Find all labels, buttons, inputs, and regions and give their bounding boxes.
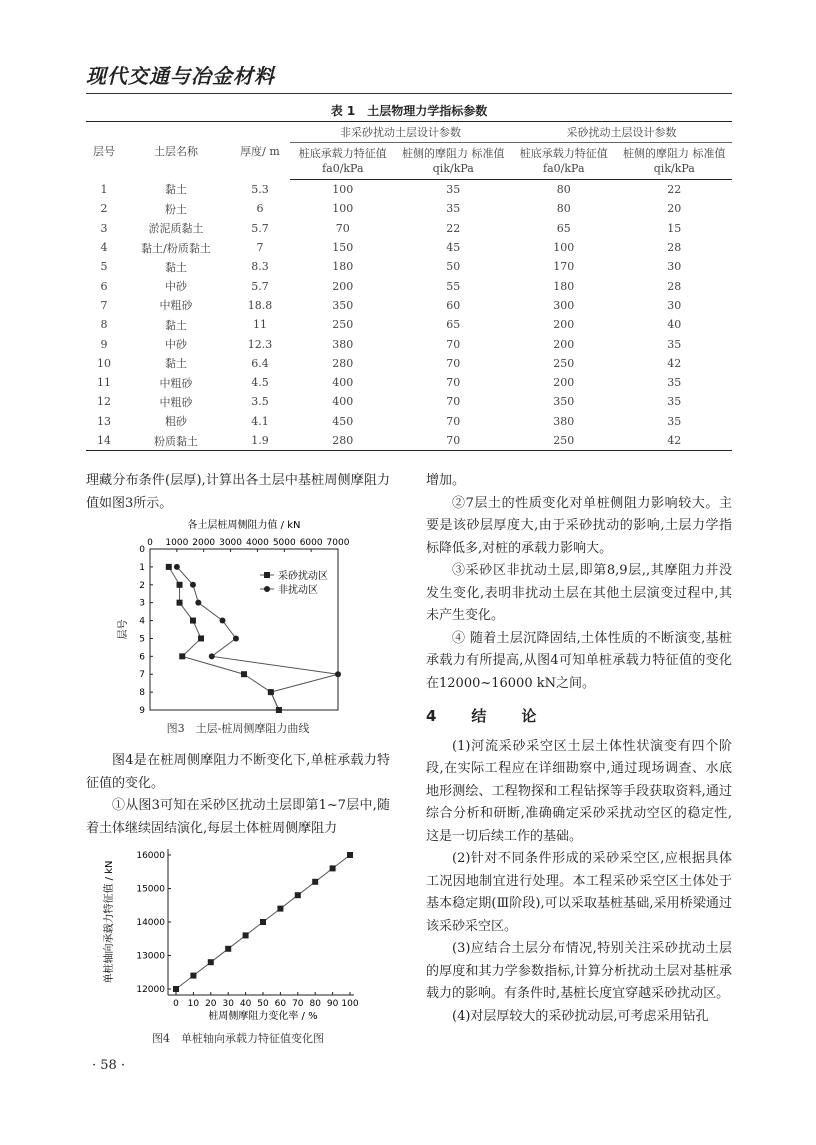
table-cell: 80 xyxy=(556,202,571,216)
table-cell: 中砂 xyxy=(165,338,187,352)
table-cell: 35 xyxy=(667,376,682,390)
table-cell: 中粗砂 xyxy=(159,395,193,409)
table-cell: 1.9 xyxy=(230,431,290,451)
table-cell: 6 xyxy=(256,202,264,216)
y-axis-label: 层号 xyxy=(118,619,129,640)
data-point-square xyxy=(177,582,183,588)
data-point-square xyxy=(208,959,214,965)
journal-logo: 现代交通与冶金材料 xyxy=(86,64,275,88)
table-cell: 5 xyxy=(100,260,108,274)
table-cell: 中粗砂 xyxy=(159,376,193,390)
table-cell: 5.3 xyxy=(251,182,269,196)
y-tick-label: 8 xyxy=(139,688,145,699)
table-cell: 150 xyxy=(332,241,354,255)
table-cell: 30 xyxy=(667,260,682,274)
table-cell: 粉土 xyxy=(165,202,187,216)
data-point-circle xyxy=(195,600,201,606)
header-layer: 层号 xyxy=(93,144,115,158)
table-row xyxy=(86,315,732,334)
table-cell: 380 xyxy=(332,337,354,351)
table-cell: 5.7 xyxy=(251,279,269,293)
table-cell: 80 xyxy=(556,183,571,197)
header-thickness: 厚度/ m xyxy=(240,144,280,158)
body-paragraph: ③采砂区非扰动土层,即第8,9层,,其摩阻力并没发生变化,表明非扰动土层在其他土层演变过程中,其未产生变化。 xyxy=(426,563,732,623)
y-tick-label: 2 xyxy=(139,580,145,591)
table-cell: 280 xyxy=(332,356,354,370)
table-cell: 70 xyxy=(396,431,511,451)
data-point-square xyxy=(190,618,196,624)
header-q-disturbed: 桩侧的摩阻力 标准值 qik/kPa xyxy=(617,143,732,180)
page-number: · 58 · xyxy=(92,1058,126,1073)
y-tick-label: 6 xyxy=(139,652,145,663)
table-cell: 35 xyxy=(667,414,682,428)
figure-3-chart xyxy=(116,518,366,718)
table-cell: 35 xyxy=(667,337,682,351)
data-point-square xyxy=(166,564,172,570)
table-cell: 8 xyxy=(100,318,108,332)
table-cell: 黏土 xyxy=(165,260,187,274)
table-cell: 18.8 xyxy=(247,298,273,312)
table-cell: 黏土 xyxy=(165,183,187,197)
data-point-square xyxy=(179,653,185,659)
table-cell: 400 xyxy=(332,376,354,390)
data-point-square xyxy=(264,572,270,578)
data-point-square xyxy=(198,635,204,641)
body-paragraph: 图4是在桩周侧摩阻力不断变化下,单桩承载力特征值的变化。 xyxy=(86,753,390,791)
data-point-square xyxy=(330,865,336,871)
table-cell: 42 xyxy=(667,356,682,370)
table-cell: 200 xyxy=(553,376,575,390)
table-cell: 4.1 xyxy=(251,414,269,428)
table-cell: 黏土 xyxy=(165,357,187,371)
table-row xyxy=(86,373,732,392)
x-tick-label: 70 xyxy=(292,999,304,1009)
table-cell: 70 xyxy=(446,414,461,428)
y-tick-label: 14000 xyxy=(136,918,165,928)
table-cell: 350 xyxy=(553,395,575,409)
data-point-square xyxy=(277,906,283,912)
conclusion-paragraph: (2)针对不同条件形成的采砂采空区,应根据具体工况因地制宜进行处理。本工程采砂采空区土体处于基本稳定期(Ⅲ阶段),可以采取基桩基础,采用桥梁通过该采砂采空区。 xyxy=(426,851,732,934)
table-row xyxy=(86,334,732,353)
right-column xyxy=(426,470,732,1028)
table-cell: 250 xyxy=(511,431,617,451)
table-cell: 70 xyxy=(446,337,461,351)
y-tick-label: 1 xyxy=(139,562,145,573)
left-column-top xyxy=(86,470,390,515)
data-point-square xyxy=(241,671,247,677)
table-row xyxy=(86,296,732,315)
table-cell: 35 xyxy=(446,202,461,216)
data-point-square xyxy=(295,892,301,898)
conclusion-paragraph: (4)对层厚较大的采砂扰动层,可考虑采用钻孔 xyxy=(452,1008,709,1024)
table-cell: 7 xyxy=(256,241,264,255)
table-cell: 100 xyxy=(553,241,575,255)
table-cell: 42 xyxy=(617,431,732,451)
table-cell: 70 xyxy=(446,395,461,409)
header-rule xyxy=(86,93,732,94)
table-cell: 100 xyxy=(332,183,354,197)
data-point-circle xyxy=(335,671,341,677)
x-tick-label: 80 xyxy=(309,999,321,1009)
table-cell: 9 xyxy=(100,337,108,351)
x-tick-label: 3000 xyxy=(219,538,243,548)
table-row xyxy=(86,392,732,411)
table-cell: 3 xyxy=(100,221,108,235)
table-row xyxy=(86,412,732,431)
table-cell: 45 xyxy=(446,241,461,255)
table-cell: 28 xyxy=(667,241,682,255)
y-tick-label: 4 xyxy=(139,616,145,627)
body-paragraph: ②7层土的性质变化对单桩侧阻力影响较大。主要是该砂层厚度大,由于采砂扰动的影响,土层力学指标降低多,对桩的承载力影响大。 xyxy=(426,495,732,556)
table-cell: 180 xyxy=(332,260,354,274)
table-cell: 70 xyxy=(446,376,461,390)
data-point-square xyxy=(190,973,196,979)
body-paragraph: ①从图3可知在采砂区扰动土层即第1~7层中,随着土体继续固结演化,每层土体桩周侧摩阻力 xyxy=(86,798,390,836)
y-tick-label: 13000 xyxy=(136,951,165,962)
table-cell: 22 xyxy=(667,183,682,197)
table-cell: 200 xyxy=(553,318,575,332)
y-tick-label: 5 xyxy=(139,634,145,645)
table-cell: 70 xyxy=(446,356,461,370)
y-tick-label: 9 xyxy=(139,706,145,716)
x-tick-label: 6000 xyxy=(299,538,323,548)
table-cell: 250 xyxy=(332,318,354,332)
table-cell: 3.5 xyxy=(251,395,269,409)
table-cell: 20 xyxy=(667,202,682,216)
data-point-circle xyxy=(268,689,274,695)
table-cell: 10 xyxy=(97,356,111,370)
table-cell: 6.4 xyxy=(251,356,269,370)
table-cell: 280 xyxy=(290,431,396,451)
x-tick-label: 0 xyxy=(147,538,153,548)
table-cell: 14 xyxy=(86,431,122,451)
data-point-circle xyxy=(264,586,270,592)
x-tick-label: 20 xyxy=(205,999,217,1009)
table-cell: 2 xyxy=(100,202,108,216)
data-point-circle xyxy=(220,618,226,624)
x-tick-label: 7000 xyxy=(326,538,350,548)
table-cell: 中粗砂 xyxy=(159,299,193,313)
table-cell: 380 xyxy=(553,414,575,428)
header-group-disturbed: 采砂扰动土层设计参数 xyxy=(511,122,732,143)
x-tick-label: 4000 xyxy=(245,538,269,548)
table-cell: 粉质黏土 xyxy=(122,431,230,451)
table-cell: 13 xyxy=(97,414,111,428)
table-cell: 12.3 xyxy=(247,337,273,351)
data-point-circle xyxy=(190,582,196,588)
table-cell: 65 xyxy=(556,221,571,235)
figure-4-chart xyxy=(98,843,390,1033)
data-point-circle xyxy=(233,635,239,641)
table-cell: 70 xyxy=(335,221,350,235)
table-row xyxy=(86,257,732,276)
table-cell: 200 xyxy=(553,337,575,351)
header-fa-undisturbed: 桩底承载力特征值 fa0/kPa xyxy=(290,143,396,180)
y-tick-label: 3 xyxy=(139,598,145,609)
table-row xyxy=(86,180,732,200)
x-tick-label: 40 xyxy=(239,999,252,1009)
table-row xyxy=(86,219,732,238)
table-cell: 8.3 xyxy=(251,260,269,274)
y-tick-label: 7 xyxy=(139,670,145,681)
table-row xyxy=(86,431,732,451)
x-tick-label: 5000 xyxy=(272,538,296,548)
legend-label: 采砂扰动区 xyxy=(278,571,328,582)
table-cell: 28 xyxy=(667,279,682,293)
table-row xyxy=(86,238,732,257)
table-cell: 6 xyxy=(100,279,108,293)
y-tick-label: 15000 xyxy=(136,884,165,895)
table-cell: 60 xyxy=(446,298,461,312)
figure-4-caption: 图4 单桩轴向承载力特征值变化图 xyxy=(152,1032,324,1045)
table-cell: 11 xyxy=(97,376,111,390)
x-tick-label: 50 xyxy=(257,999,269,1009)
table-cell: 15 xyxy=(667,221,682,235)
table-cell: 4 xyxy=(100,241,108,255)
table-cell: 4.5 xyxy=(251,376,269,390)
table-cell: 65 xyxy=(446,318,461,332)
table-cell: 黏土/粉质黏土 xyxy=(141,241,211,255)
chart-title: 各土层桩周侧阻力值 / kN xyxy=(187,520,301,531)
table-cell: 55 xyxy=(446,279,461,293)
body-paragraph: 增加。 xyxy=(426,473,466,488)
table-cell: 7 xyxy=(100,298,108,312)
table-cell: 35 xyxy=(446,183,461,197)
body-paragraph: ④ 随着土层沉降固结,土体性质的不断演变,基桩承载力有所提高,从图4可知单桩承载力特征值的变化在12000~16000 kN之间。 xyxy=(426,630,732,691)
table-cell: 35 xyxy=(667,395,682,409)
table-cell: 100 xyxy=(332,202,354,216)
legend-label: 非扰动区 xyxy=(278,585,318,596)
table-cell: 1 xyxy=(100,182,108,196)
x-tick-label: 10 xyxy=(187,999,200,1009)
y-tick-label: 16000 xyxy=(136,851,165,861)
data-point-square xyxy=(173,986,179,992)
data-point-square xyxy=(225,946,231,952)
table-cell: 50 xyxy=(446,260,461,274)
series-line xyxy=(169,567,279,710)
x-tick-label: 2000 xyxy=(192,538,216,548)
table-cell: 180 xyxy=(553,279,575,293)
x-tick-label: 30 xyxy=(222,999,234,1009)
y-axis-label: 单桩轴向承载力特征值 / kN xyxy=(104,860,115,984)
data-point-square xyxy=(312,879,318,885)
table-caption: 表 1 土层物理力学指标参数 xyxy=(330,104,488,118)
table-cell: 22 xyxy=(446,221,461,235)
table-cell: 300 xyxy=(553,298,575,312)
table-cell: 黏土 xyxy=(165,318,187,332)
table-cell: 250 xyxy=(553,356,575,370)
table-cell: 粗砂 xyxy=(165,415,187,429)
table-cell: 5.7 xyxy=(251,221,269,235)
conclusion-paragraph: (1)河流采砂采空区土层土体性状演变有四个阶段,在实际工程应在详细勘察中,通过现场调查、水底地形测绘、工程物探和工程钻探等手段获取资料,通过综合分析和研断,准确确定采砂采扰动空区的稳定性,这是一切后续工作的基础。 xyxy=(426,738,732,844)
table-cell: 中砂 xyxy=(165,280,187,294)
table-row xyxy=(86,354,732,373)
figure-3-caption: 图3 土层-桩周侧摩阻力曲线 xyxy=(166,722,310,735)
table-cell: 40 xyxy=(667,318,682,332)
header-q-undisturbed: 桩侧的摩阻力 标准值 qik/kPa xyxy=(396,143,511,180)
soil-parameter-table xyxy=(86,121,732,451)
data-point-square xyxy=(347,852,353,858)
data-point-circle xyxy=(209,653,215,659)
x-tick-label: 100 xyxy=(341,999,359,1009)
header-fa-disturbed: 桩底承载力特征值 fa0/kPa xyxy=(511,143,617,180)
body-paragraph: 理藏分布条件(层厚),计算出各土层中基桩周侧摩阻力值如图3所示。 xyxy=(86,473,390,511)
x-tick-label: 60 xyxy=(274,999,287,1009)
header-group-undisturbed: 非采砂扰动土层设计参数 xyxy=(290,122,511,143)
header-name: 土层名称 xyxy=(154,144,198,158)
table-cell: 30 xyxy=(667,298,682,312)
x-tick-label: 1000 xyxy=(165,538,189,548)
data-point-square xyxy=(177,600,183,606)
table-cell: 400 xyxy=(332,395,354,409)
table-body xyxy=(86,180,732,451)
x-tick-label: 90 xyxy=(326,999,339,1009)
table-cell: 淤泥质黏土 xyxy=(148,222,204,236)
table-cell: 11 xyxy=(253,318,267,332)
data-point-square xyxy=(260,919,266,925)
table-row xyxy=(86,199,732,218)
table-row xyxy=(86,276,732,295)
table-cell: 12 xyxy=(97,395,111,409)
table-cell: 170 xyxy=(553,260,575,274)
data-point-circle xyxy=(174,564,180,570)
conclusion-paragraph: (3)应结合土层分布情况,特别关注采砂扰动土层的厚度和其力学参数指标,计算分析扰动土层对基桩承载力的影响。有条件时,基桩长度宜穿越采砂扰动区。 xyxy=(426,941,732,1001)
data-point-square xyxy=(243,932,249,938)
x-axis-label: 桩周侧摩阻力变化率 / % xyxy=(208,1011,318,1022)
y-tick-label: 0 xyxy=(139,545,145,555)
table-cell: 450 xyxy=(332,414,354,428)
table-cell: 200 xyxy=(332,279,354,293)
left-column-middle xyxy=(86,750,390,840)
section-title: 4 结 论 xyxy=(426,707,547,725)
table-cell: 350 xyxy=(332,298,354,312)
data-point-circle xyxy=(276,707,282,713)
y-tick-label: 12000 xyxy=(136,985,165,995)
x-tick-label: 0 xyxy=(173,999,179,1009)
